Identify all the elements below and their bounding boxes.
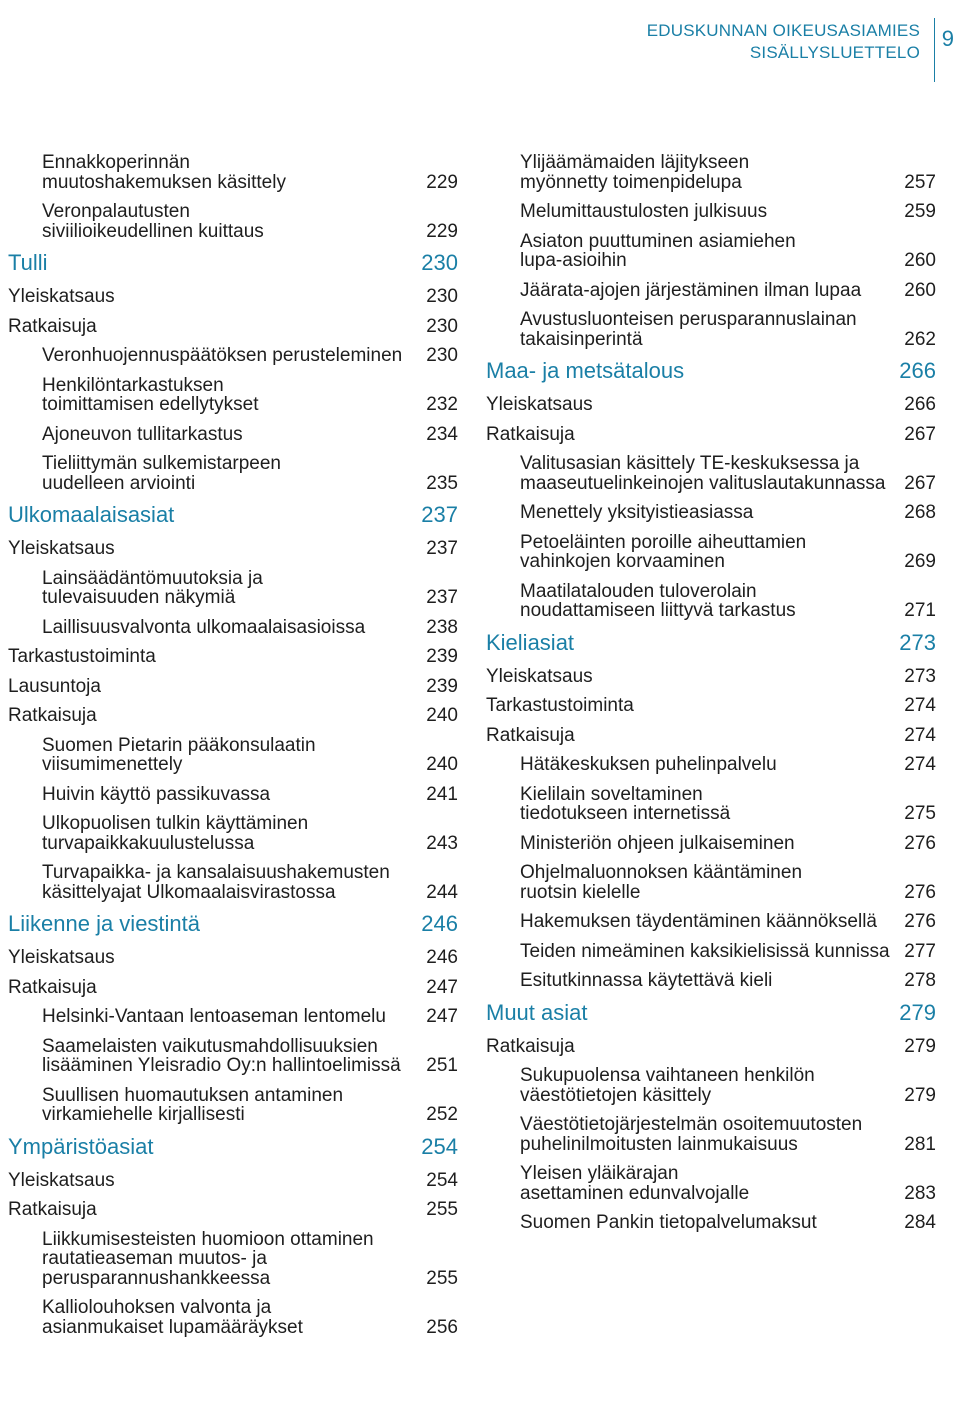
toc-entry-page: 241	[426, 783, 458, 805]
toc-entry-title: Henkilöntarkastuksen toimittamisen edellytykset	[42, 374, 259, 415]
toc-entry	[8, 618, 458, 638]
toc-entry	[486, 310, 936, 349]
header-section-title: SISÄLLYSLUETTELO	[749, 43, 920, 62]
toc-entry-title: Tulli	[8, 250, 48, 275]
toc-entry-page: 252	[426, 1104, 458, 1125]
toc-entry	[8, 863, 458, 902]
toc-entry-title: Veronpalautusten siviilioikeudellinen kuittaus	[42, 201, 264, 242]
toc-entry-title: Ratkaisuja	[8, 705, 97, 726]
toc-entry	[8, 287, 458, 307]
toc-entry-page: 274	[904, 754, 936, 775]
toc-entry	[486, 503, 936, 523]
toc-section-heading	[8, 503, 458, 527]
toc-entry	[8, 1200, 458, 1220]
toc-entry-page: 229	[426, 220, 458, 242]
toc-entry-page: 230	[426, 345, 458, 366]
toc-entry	[486, 1115, 936, 1154]
toc-entry	[486, 785, 936, 824]
toc-entry-page: 275	[904, 803, 936, 824]
toc-section-heading	[486, 1001, 936, 1025]
toc-entry	[8, 539, 458, 559]
toc-entry-title: Avustusluonteisen perusparannuslainan takaisinperintä	[520, 309, 857, 350]
toc-entry-page: 269	[904, 551, 936, 572]
toc-entry	[486, 971, 936, 991]
toc-entry	[486, 395, 936, 415]
toc-entry-title: Yleiskatsaus	[486, 665, 593, 687]
toc-entry-page: 239	[426, 675, 458, 697]
toc-entry-title: Yleiskatsaus	[8, 286, 115, 307]
toc-section-heading	[486, 359, 936, 383]
toc-entry	[8, 376, 458, 415]
toc-entry-page: 240	[426, 705, 458, 726]
toc-entry	[8, 1230, 458, 1289]
toc-entry	[486, 1164, 936, 1203]
toc-entry-page: 247	[426, 976, 458, 998]
toc-entry	[8, 317, 458, 337]
toc-entry-page: 243	[426, 832, 458, 854]
toc-section-heading	[8, 1135, 458, 1159]
toc-entry-page: 284	[904, 1212, 936, 1233]
toc-section-heading	[8, 251, 458, 275]
toc-entry-page: 266	[899, 358, 936, 383]
toc-entry-page: 283	[904, 1182, 936, 1204]
toc-section-heading	[486, 631, 936, 655]
toc-entry	[8, 948, 458, 968]
toc-entry-title: Kielilain soveltaminen tiedotukseen internetissä	[520, 783, 731, 824]
running-header	[647, 20, 920, 64]
toc-entry-page: 260	[904, 250, 936, 271]
toc-entry-title: Suomen Pankin tietopalvelumaksut	[520, 1212, 817, 1233]
toc-entry-page: 246	[426, 947, 458, 968]
toc-left-column	[8, 153, 458, 1347]
toc-entry-title: Sukupuolensa vaihtaneen henkilön väestötietojen käsittely	[520, 1065, 815, 1106]
toc-entry	[8, 647, 458, 667]
toc-entry-title: Maa- ja metsätalous	[486, 358, 685, 383]
toc-entry-title: Ratkaisuja	[8, 1199, 97, 1220]
toc-entry	[486, 755, 936, 775]
header-publication-title: EDUSKUNNAN OIKEUSASIAMIES	[646, 21, 920, 40]
toc-entry	[8, 677, 458, 697]
toc-entry-title: Yleiskatsaus	[8, 538, 115, 559]
toc-entry	[486, 582, 936, 621]
toc-entry-title: Kieliasiat	[486, 629, 575, 655]
toc-entry-title: Saamelaisten vaikutusmahdollisuuksien lisääminen Yleisradio Oy:n hallintoelimissä	[42, 1035, 401, 1076]
toc-entry	[8, 785, 458, 805]
toc-entry-title: Melumittaustulosten julkisuus	[520, 201, 768, 222]
toc-entry-title: Hätäkeskuksen puhelinpalvelu	[520, 754, 777, 775]
toc-entry	[486, 281, 936, 301]
toc-entry-title: Tarkastustoiminta	[8, 646, 156, 667]
toc-entry-page: 277	[904, 940, 936, 962]
toc-entry	[8, 706, 458, 726]
toc-entry	[486, 425, 936, 445]
toc-entry-page: 279	[904, 1084, 936, 1106]
toc-entry-page: 234	[426, 423, 458, 445]
toc-entry-page: 246	[421, 911, 458, 936]
toc-entry-title: Ministeriön ohjeen julkaiseminen	[520, 832, 795, 854]
toc-entry-page: 278	[904, 970, 936, 991]
toc-entry-title: Teiden nimeäminen kaksikielisissä kunnissa	[520, 940, 890, 962]
toc-entry-title: Lausuntoja	[8, 675, 101, 697]
toc-entry-page: 279	[899, 999, 936, 1025]
toc-entry	[486, 726, 936, 746]
toc-entry	[8, 202, 458, 241]
toc-entry-page: 279	[904, 1035, 936, 1057]
toc-entry-page: 276	[904, 832, 936, 854]
toc-entry	[486, 912, 936, 932]
toc-entry-page: 232	[426, 394, 458, 415]
toc-entry-title: Väestötietojärjestelmän osoitemuutosten puhelinilmoitusten lainmukaisuus	[520, 1114, 863, 1155]
toc-entry-title: Liikkumisesteisten huomioon ottaminen rautatieaseman muutos- ja perusparannushankkeessa	[42, 1228, 374, 1289]
toc-entry	[8, 814, 458, 853]
toc-entry-page: 237	[426, 587, 458, 608]
toc-entry-title: Huivin käyttö passikuvassa	[42, 783, 271, 805]
toc-entry-page: 262	[904, 328, 936, 350]
toc-entry-title: Tarkastustoiminta	[486, 695, 634, 716]
toc-entry	[8, 1171, 458, 1191]
toc-right-column	[486, 153, 936, 1243]
toc-entry-page: 240	[426, 754, 458, 775]
toc-entry-page: 230	[426, 286, 458, 307]
toc-entry-title: Ulkopuolisen tulkin käyttäminen turvapaikkakuulustelussa	[42, 813, 309, 854]
toc-entry-page: 268	[904, 502, 936, 523]
toc-entry-title: Lainsäädäntömuutoksia ja tulevaisuuden näkymiä	[42, 567, 263, 608]
toc-entry	[486, 863, 936, 902]
toc-entry	[486, 942, 936, 962]
toc-entry-title: Ajoneuvon tullitarkastus	[42, 423, 243, 445]
toc-entry	[486, 153, 936, 192]
toc-entry-title: Helsinki-Vantaan lentoaseman lentomelu	[42, 1006, 386, 1027]
toc-entry-title: Liikenne ja viestintä	[8, 911, 201, 936]
toc-entry	[8, 1298, 458, 1337]
toc-entry-page: 255	[426, 1267, 458, 1289]
toc-entry-page: 230	[421, 250, 458, 275]
toc-entry-page: 266	[904, 394, 936, 415]
header-divider	[934, 18, 935, 82]
toc-entry-page: 259	[904, 201, 936, 222]
toc-entry-page: 274	[904, 695, 936, 716]
toc-entry-title: Ulkomaalaisasiat	[8, 502, 175, 527]
toc-entry	[8, 454, 458, 493]
toc-entry	[486, 454, 936, 493]
toc-entry-title: Yleisen yläikärajan asettaminen edunvalvojalle	[520, 1163, 750, 1204]
toc-entry-title: Yleiskatsaus	[486, 394, 593, 415]
page-header	[0, 18, 960, 88]
toc-entry	[8, 1007, 458, 1027]
toc-entry-title: Ympäristöasiat	[8, 1133, 154, 1159]
toc-entry-page: 254	[421, 1133, 458, 1159]
toc-entry-page: 273	[899, 629, 936, 655]
toc-entry	[486, 696, 936, 716]
toc-entry	[8, 978, 458, 998]
toc-entry-title: Yleiskatsaus	[8, 947, 115, 968]
toc-entry	[486, 232, 936, 271]
toc-entry-page: 237	[421, 502, 458, 527]
toc-entry-page: 247	[426, 1006, 458, 1027]
toc-entry-page: 244	[426, 881, 458, 903]
toc-entry-title: Tieliittymän sulkemistarpeen uudelleen arviointi	[42, 453, 281, 494]
toc-entry	[8, 1037, 458, 1076]
toc-entry-title: Hakemuksen täydentäminen käännöksellä	[520, 911, 877, 932]
toc-entry-title: Ylijäämämaiden läjitykseen myönnetty toimenpidelupa	[520, 152, 750, 193]
toc-section-heading	[8, 912, 458, 936]
toc-entry	[486, 667, 936, 687]
toc-entry-page: 267	[904, 423, 936, 445]
toc-entry	[486, 834, 936, 854]
toc-entry-title: Yleiskatsaus	[8, 1169, 115, 1191]
toc-entry	[486, 1213, 936, 1233]
toc-entry-title: Maatilatalouden tuloverolain noudattamiseen liittyvä tarkastus	[520, 580, 796, 621]
toc-entry	[486, 533, 936, 572]
toc-entry-title: Ratkaisuja	[486, 1035, 575, 1057]
toc-entry-title: Suomen Pietarin pääkonsulaatin viisumimenettely	[42, 734, 316, 775]
toc-entry	[8, 736, 458, 775]
toc-entry	[8, 569, 458, 608]
toc-entry-page: 274	[904, 724, 936, 746]
toc-entry-page: 229	[426, 171, 458, 193]
toc-entry	[486, 1066, 936, 1105]
toc-entry-page: 260	[904, 279, 936, 301]
toc-entry-page: 230	[426, 315, 458, 337]
toc-entry-title: Muut asiat	[486, 999, 588, 1025]
toc-entry-title: Jäärata-ajojen järjestäminen ilman lupaa	[520, 279, 862, 301]
toc-entry-page: 256	[426, 1316, 458, 1338]
toc-entry-page: 271	[904, 600, 936, 621]
toc-entry-page: 276	[904, 911, 936, 932]
page-number: 9	[941, 26, 954, 51]
toc-entry-title: Ratkaisuja	[8, 315, 97, 337]
toc-entry-title: Veronhuojennuspäätöksen perusteleminen	[42, 345, 403, 366]
toc-entry-page: 235	[426, 472, 458, 494]
toc-entry	[486, 202, 936, 222]
toc-entry-page: 276	[904, 881, 936, 903]
toc-entry-page: 237	[426, 538, 458, 559]
toc-entry-title: Suullisen huomautuksen antaminen virkamiehelle kirjallisesti	[42, 1084, 344, 1125]
toc-entry-title: Menettely yksityistieasiassa	[520, 502, 754, 523]
toc-entry-title: Ratkaisuja	[486, 724, 575, 746]
toc-entry-title: Ratkaisuja	[8, 976, 97, 998]
toc-entry-title: Valitusasian käsittely TE-keskuksessa ja maaseutuelinkeinojen valituslautakunnassa	[520, 453, 886, 494]
toc-entry-page: 254	[426, 1169, 458, 1191]
toc-entry-page: 257	[904, 171, 936, 193]
toc-entry	[8, 153, 458, 192]
toc-entry	[8, 425, 458, 445]
toc-entry-page: 239	[426, 646, 458, 667]
toc-entry-page: 238	[426, 616, 458, 638]
toc-entry-title: Turvapaikka- ja kansalaisuushakemusten käsittelyajat Ulkomaalaisvirastossa	[42, 862, 390, 903]
toc-entry-page: 251	[426, 1055, 458, 1076]
toc-entry	[8, 346, 458, 366]
toc-entry-title: Asiaton puuttuminen asiamiehen lupa-asioihin	[520, 230, 796, 271]
toc-entry-title: Esitutkinnassa käytettävä kieli	[520, 970, 773, 991]
toc-entry	[486, 1037, 936, 1057]
toc-entry-title: Ennakkoperinnän muutoshakemuksen käsittely	[42, 152, 286, 193]
toc-entry	[8, 1086, 458, 1125]
toc-entry-title: Laillisuusvalvonta ulkomaalaisasioissa	[42, 616, 366, 638]
toc-entry-page: 255	[426, 1199, 458, 1220]
toc-entry-title: Kalliolouhoksen valvonta ja asianmukaiset lupamääräykset	[42, 1297, 303, 1338]
toc-entry-page: 281	[904, 1133, 936, 1155]
toc-entry-title: Ratkaisuja	[486, 423, 575, 445]
toc-entry-page: 273	[904, 665, 936, 687]
toc-entry-title: Petoeläinten poroille aiheuttamien vahinkojen korvaaminen	[520, 531, 807, 572]
toc-entry-page: 267	[904, 472, 936, 494]
toc-entry-title: Ohjelmaluonnoksen kääntäminen ruotsin kielelle	[520, 862, 803, 903]
